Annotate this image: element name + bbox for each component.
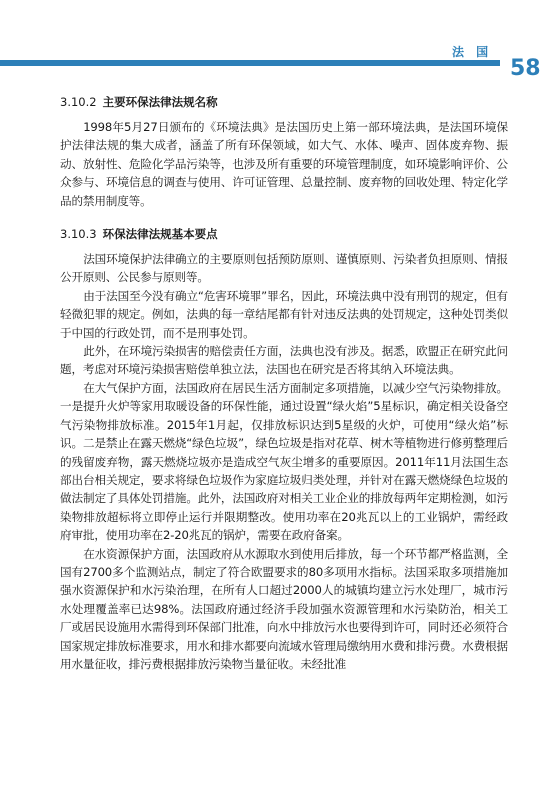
section-heading-3-10-2: [60, 92, 508, 112]
paragraph: 1998年5月27日颁布的《环境法典》是法国历史上第一部环境法典，是法国环境保护法律法规的集大成者，涵盖了所有环保领域，如大气、水体、噪声、固体废弃物、振动、放射性、危险化学品污染等，也涉及所有重要的环境管理制度，如环境影响评价、公众参与、环境信息的调查与使用、许可证管理、总量控制、废弃物的回收处理、特定化学品的禁用制度等。: [60, 120, 508, 208]
paragraph: 在大气保护方面，法国政府在居民生活方面制定多项措施，以减少空气污染物排放。一是提升火炉等家用取暖设备的环保性能，通过设置“绿火焰”5星标识，确定相关设备空气污染物排放标准。2015年1月起，仅排放标识达到5星级的火炉，可使用“绿火焰”标识。二是禁止在露天燃烧“绿色垃圾”，绿色垃圾是指对花草、树木等植物进行修剪整理后的残留废弃物，露天燃烧垃圾亦是造成空气灰尘增多的重要原因。2011年11月法国生态部出台相关规定，要求将绿色垃圾作为家庭垃圾归类处理，并针对在露天燃烧绿色垃圾的做法制定了具体处罚措施。此外，法国政府对相关工业企业的排放每两年定期检测，如污染物排放超标将立即停止运行并限期整改。使用功率在20兆瓦以上的工业锅炉，需经政府审批，使用功率在2-20兆瓦的锅炉，需要在政府备案。: [60, 380, 508, 543]
section-number: 3.10.3: [60, 227, 97, 242]
paragraph: 由于法国至今没有确立“危害环境罪”罪名，因此，环境法典中没有刑罚的规定，但有轻微犯罪的规定。例如，法典的每一章结尾都有针对违反法典的处罚规定，这种处罚类似于中国的行政处罚，而不是刑事处罚。: [60, 288, 508, 340]
section-title: 主要环保法律法规名称: [102, 95, 218, 109]
paragraph: 此外，在环境污染损害的赔偿责任方面，法典也没有涉及。据悉，欧盟正在研究此问题，考虑对环境污染损害赔偿单独立法，法国也在研究是否将其纳入环境法典。: [60, 344, 508, 377]
paragraph: 法国环境保护法律确立的主要原则包括预防原则、谨慎原则、污染者负担原则、情报公开原则、公民参与原则等。: [60, 252, 508, 285]
section-title: 环保法律法规基本要点: [102, 227, 218, 242]
page-content: [60, 92, 508, 673]
running-header-title: 法 国: [452, 45, 493, 59]
section-number: 3.10.2: [60, 95, 97, 109]
section-heading-3-10-3: [60, 224, 508, 244]
header-accent-bar: [0, 60, 500, 66]
page-number: 58: [510, 56, 541, 81]
paragraph: 在水资源保护方面，法国政府从水源取水到使用后排放，每一个环节都严格监测，全国有2700多个监测站点，制定了符合欧盟要求的80多项用水指标。法国采取多项措施加强水资源保护和水污染治理，在所有人口超过2000人的城镇均建立污水处理厂，城市污水处理覆盖率已达98%。法国政府通过经济手段加强水资源管理和水污染防治，相关工厂或居民设施用水需得到环保部门批准，向水中排放污水也要得到许可，同时还必须符合国家规定排放标准要求，用水和排水都要向流域水管理局缴纳用水费和排污费。水费根据用水量征收，排污费根据排放污染物当量征收。未经批准: [60, 546, 508, 671]
